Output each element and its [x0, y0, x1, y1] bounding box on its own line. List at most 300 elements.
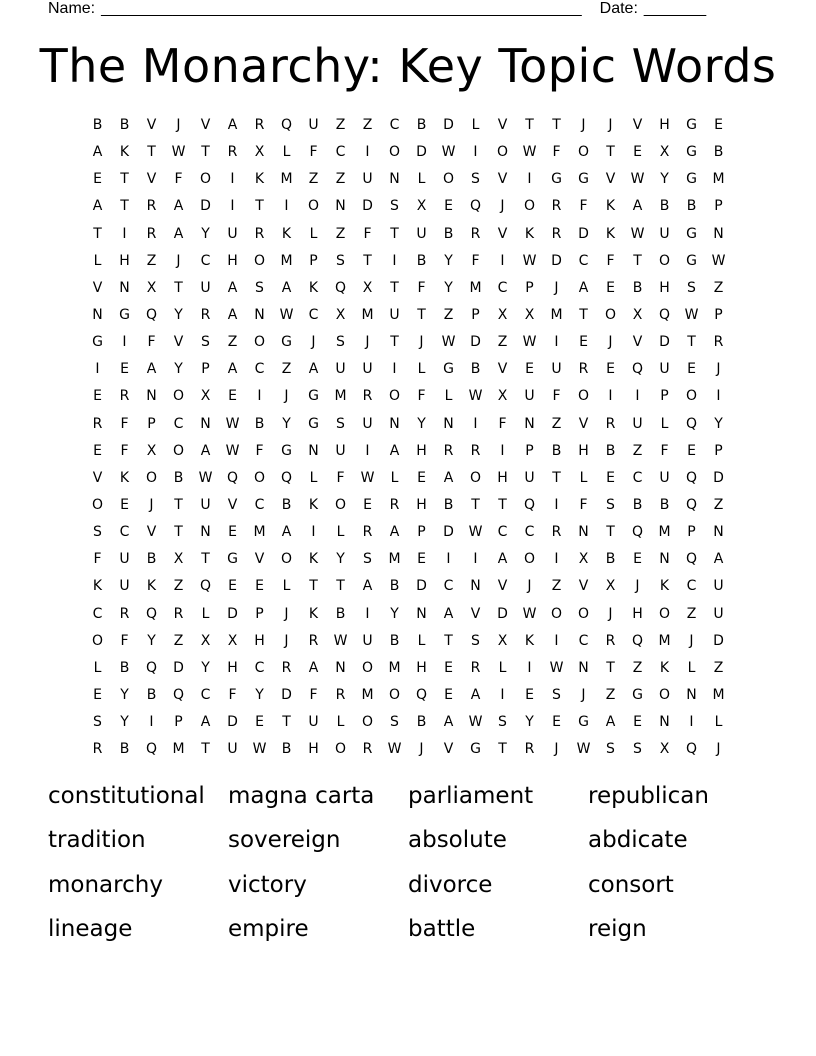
grid-letter: W [549, 659, 564, 676]
grid-letter: O [469, 469, 482, 486]
grid-letter: T [606, 144, 615, 161]
grid-letter: Z [281, 361, 292, 378]
grid-letter: I [473, 551, 478, 568]
grid-letter: A [389, 524, 400, 541]
grid-letter: T [390, 279, 399, 296]
grid-letter: Q [685, 415, 698, 432]
grid-letter: P [525, 442, 534, 459]
grid-letter: Q [415, 686, 428, 703]
grid-letter: A [92, 198, 103, 215]
grid-letter: J [311, 334, 316, 351]
grid-letter: B [416, 252, 427, 269]
grid-letter: Y [336, 551, 345, 568]
grid-letter: O [523, 198, 536, 215]
grid-letter: K [119, 469, 130, 486]
grid-letter: T [147, 144, 156, 161]
grid-letter: K [254, 171, 265, 188]
grid-letter: X [200, 388, 211, 405]
grid-letter: R [605, 415, 616, 432]
grid-letter: Q [145, 306, 158, 323]
grid-letter: G [470, 741, 481, 758]
grid-letter: U [362, 171, 373, 188]
grid-letter: A [362, 578, 373, 595]
grid-letter: Q [145, 659, 158, 676]
grid-letter: O [658, 252, 671, 269]
grid-letter: G [551, 171, 562, 188]
word-bank-item: consort [588, 871, 674, 898]
grid-letter: P [201, 361, 210, 378]
word-bank-item: empire [228, 916, 309, 943]
grid-letter: O [334, 496, 347, 513]
grid-letter: R [200, 306, 211, 323]
grid-letter: F [552, 388, 561, 405]
grid-letter: X [497, 632, 508, 649]
grid-letter: T [390, 334, 399, 351]
grid-letter: R [551, 225, 562, 242]
grid-letter: I [95, 361, 100, 378]
grid-letter: U [119, 551, 130, 568]
grid-letter: N [659, 551, 670, 568]
grid-letter: R [146, 198, 157, 215]
grid-letter: K [659, 659, 670, 676]
grid-letter: E [579, 334, 588, 351]
grid-letter: U [362, 415, 373, 432]
grid-letter: M [550, 306, 563, 323]
grid-letter: I [446, 551, 451, 568]
grid-letter: J [500, 198, 505, 215]
grid-letter: A [281, 524, 292, 541]
grid-letter: R [362, 741, 373, 758]
grid-letter: R [173, 605, 184, 622]
grid-letter: O [280, 551, 293, 568]
grid-letter: U [713, 605, 724, 622]
grid-letter: R [119, 388, 130, 405]
grid-letter: Q [685, 496, 698, 513]
grid-letter: D [227, 605, 238, 622]
grid-letter: R [92, 741, 103, 758]
grid-letter: H [659, 279, 670, 296]
grid-letter: W [630, 225, 645, 242]
grid-letter: W [468, 524, 483, 541]
grid-letter: D [497, 605, 508, 622]
grid-letter: D [659, 334, 670, 351]
grid-letter: Z [497, 334, 508, 351]
grid-letter: E [255, 578, 264, 595]
grid-letter: S [498, 714, 507, 731]
grid-letter: G [443, 361, 454, 378]
grid-letter: P [147, 415, 156, 432]
grid-letter: E [606, 361, 615, 378]
grid-letter: O [658, 605, 671, 622]
grid-letter: O [523, 551, 536, 568]
grid-letter: I [716, 388, 721, 405]
grid-letter: A [713, 551, 724, 568]
grid-letter: S [336, 334, 345, 351]
grid-letter: U [227, 225, 238, 242]
grid-letter: Y [444, 279, 453, 296]
grid-letter: B [119, 741, 130, 758]
grid-letter: H [227, 659, 238, 676]
grid-letter: T [687, 334, 696, 351]
grid-letter: D [470, 334, 481, 351]
grid-letter: L [93, 252, 102, 269]
grid-letter: S [336, 415, 345, 432]
grid-letter: N [119, 279, 130, 296]
grid-letter: O [550, 605, 563, 622]
grid-letter: S [93, 524, 102, 541]
grid-letter: R [227, 144, 238, 161]
grid-letter: N [470, 578, 481, 595]
grid-letter: E [228, 578, 237, 595]
grid-letter: V [497, 361, 508, 378]
grid-letter: I [311, 524, 316, 541]
grid-letter: X [254, 144, 265, 161]
grid-letter: L [282, 144, 291, 161]
grid-letter: U [308, 714, 319, 731]
grid-letter: P [714, 198, 723, 215]
grid-letter: I [230, 198, 235, 215]
grid-letter: Y [714, 415, 723, 432]
grid-letter: C [632, 469, 643, 486]
grid-letter: I [122, 225, 127, 242]
grid-letter: Q [145, 741, 158, 758]
grid-letter: O [442, 171, 455, 188]
grid-letter: E [633, 714, 642, 731]
grid-letter: W [522, 144, 537, 161]
grid-letter: K [524, 225, 535, 242]
grid-letter: C [119, 524, 130, 541]
grid-letter: B [659, 198, 670, 215]
grid-letter: J [419, 334, 424, 351]
grid-letter: I [122, 334, 127, 351]
grid-letter: E [444, 659, 453, 676]
grid-letter: G [308, 415, 319, 432]
grid-letter: R [605, 632, 616, 649]
grid-letter: W [279, 306, 294, 323]
grid-letter: F [471, 252, 480, 269]
grid-letter: T [120, 198, 129, 215]
grid-letter: Z [632, 659, 643, 676]
grid-letter: K [119, 144, 130, 161]
grid-letter: J [149, 496, 154, 513]
grid-letter: B [443, 496, 454, 513]
grid-letter: A [173, 198, 184, 215]
grid-letter: F [336, 469, 345, 486]
grid-letter: T [120, 171, 129, 188]
grid-letter: O [253, 469, 266, 486]
grid-letter: N [416, 605, 427, 622]
grid-letter: Z [713, 659, 724, 676]
grid-letter: P [255, 605, 264, 622]
grid-letter: M [388, 659, 401, 676]
grid-letter: C [497, 279, 508, 296]
grid-letter: C [443, 578, 454, 595]
grid-letter: X [632, 306, 643, 323]
grid-letter: K [281, 225, 292, 242]
grid-letter: E [417, 469, 426, 486]
grid-letter: T [525, 117, 534, 133]
grid-letter: R [362, 388, 373, 405]
grid-letter: J [608, 334, 613, 351]
grid-letter: T [606, 659, 615, 676]
grid-letter: R [146, 225, 157, 242]
grid-letter: Z [308, 171, 319, 188]
grid-letter: A [632, 198, 643, 215]
grid-letter: Z [551, 578, 562, 595]
grid-letter: Y [390, 605, 399, 622]
grid-letter: G [281, 442, 292, 459]
grid-letter: Y [525, 714, 534, 731]
grid-letter: E [633, 551, 642, 568]
grid-letter: Q [280, 469, 293, 486]
grid-letter: A [227, 361, 238, 378]
grid-letter: L [282, 578, 291, 595]
grid-letter: B [470, 361, 481, 378]
grid-letter: T [363, 252, 372, 269]
grid-letter: L [93, 659, 102, 676]
grid-letter: C [92, 605, 103, 622]
grid-letter: L [444, 388, 453, 405]
word-bank-item: victory [228, 871, 307, 898]
grid-letter: B [659, 496, 670, 513]
grid-letter: H [416, 659, 427, 676]
word-bank-item: sovereign [228, 827, 341, 854]
grid-letter: H [659, 117, 670, 133]
page-title: The Monarchy: Key Topic Words [39, 39, 777, 93]
grid-letter: G [578, 171, 589, 188]
grid-letter: Q [226, 469, 239, 486]
grid-letter: E [444, 198, 453, 215]
grid-letter: I [365, 144, 370, 161]
grid-letter: I [554, 334, 559, 351]
letter-grid [84, 112, 732, 763]
grid-letter: J [527, 578, 532, 595]
grid-letter: E [444, 686, 453, 703]
grid-letter: L [687, 659, 696, 676]
grid-letter: E [93, 442, 102, 459]
grid-letter: O [658, 686, 671, 703]
grid-letter: Z [173, 578, 184, 595]
grid-letter: V [497, 171, 508, 188]
grid-letter: A [227, 306, 238, 323]
grid-letter: H [578, 442, 589, 459]
grid-letter: C [686, 578, 697, 595]
grid-letter: C [524, 524, 535, 541]
grid-letter: L [471, 117, 480, 133]
grid-letter: V [632, 334, 643, 351]
grid-letter: R [254, 117, 265, 133]
grid-letter: F [255, 442, 264, 459]
grid-letter: J [284, 605, 289, 622]
grid-letter: L [714, 714, 723, 731]
grid-letter: Q [280, 117, 293, 133]
grid-letter: R [713, 334, 724, 351]
grid-letter: M [253, 524, 266, 541]
grid-letter: V [173, 334, 184, 351]
grid-letter: Z [713, 279, 724, 296]
grid-letter: J [176, 252, 181, 269]
grid-letter: L [336, 524, 345, 541]
grid-letter: F [417, 388, 426, 405]
grid-letter: F [228, 686, 237, 703]
grid-letter: S [552, 686, 561, 703]
grid-letter: U [659, 225, 670, 242]
grid-letter: L [660, 415, 669, 432]
grid-letter: B [254, 415, 265, 432]
grid-letter: J [689, 632, 694, 649]
grid-letter: B [335, 605, 346, 622]
grid-letter: T [498, 741, 507, 758]
grid-letter: J [284, 632, 289, 649]
grid-letter: P [309, 252, 318, 269]
grid-letter: A [200, 442, 211, 459]
grid-letter: B [416, 117, 427, 133]
grid-letter: L [336, 714, 345, 731]
grid-letter: W [252, 741, 267, 758]
grid-letter: Z [551, 415, 562, 432]
grid-letter: M [280, 252, 293, 269]
grid-letter: T [309, 578, 318, 595]
grid-letter: Z [227, 334, 238, 351]
grid-letter: L [309, 469, 318, 486]
grid-letter: J [581, 686, 586, 703]
grid-letter: H [254, 632, 265, 649]
grid-letter: U [524, 469, 535, 486]
grid-letter: K [92, 578, 103, 595]
grid-letter: O [253, 252, 266, 269]
grid-letter: F [498, 415, 507, 432]
word-bank-item: parliament [408, 783, 534, 809]
grid-letter: W [522, 252, 537, 269]
grid-letter: U [119, 578, 130, 595]
grid-letter: X [497, 388, 508, 405]
grid-letter: W [198, 469, 213, 486]
grid-letter: T [174, 279, 183, 296]
grid-letter: G [686, 225, 697, 242]
grid-letter: N [92, 306, 103, 323]
grid-letter: N [578, 524, 589, 541]
grid-letter: Q [172, 686, 185, 703]
grid-letter: N [713, 524, 724, 541]
grid-letter: Z [146, 252, 157, 269]
grid-letter: M [469, 279, 482, 296]
grid-letter: O [334, 741, 347, 758]
grid-letter: B [686, 198, 697, 215]
grid-letter: J [284, 388, 289, 405]
grid-letter: T [417, 306, 426, 323]
grid-letter: C [497, 524, 508, 541]
grid-letter: I [527, 659, 532, 676]
grid-letter: H [416, 496, 427, 513]
grid-letter: L [309, 225, 318, 242]
grid-letter: Z [173, 632, 184, 649]
grid-letter: J [635, 578, 640, 595]
grid-letter: J [716, 361, 721, 378]
grid-letter: Q [685, 551, 698, 568]
grid-letter: O [388, 144, 401, 161]
grid-letter: F [660, 442, 669, 459]
grid-letter: I [554, 551, 559, 568]
grid-letter: Y [282, 415, 291, 432]
word-bank-item: tradition [48, 827, 146, 854]
grid-letter: N [254, 306, 265, 323]
grid-letter: X [578, 551, 589, 568]
grid-letter: E [606, 469, 615, 486]
grid-letter: Y [255, 686, 264, 703]
grid-letter: U [659, 361, 670, 378]
grid-letter: D [578, 225, 589, 242]
grid-letter: A [389, 442, 400, 459]
grid-letter: F [606, 252, 615, 269]
grid-letter: Y [174, 306, 183, 323]
grid-letter: D [443, 117, 454, 133]
grid-letter: U [335, 442, 346, 459]
grid-letter: P [660, 388, 669, 405]
grid-letter: G [308, 388, 319, 405]
grid-letter: P [174, 714, 183, 731]
grid-letter: V [92, 279, 103, 296]
grid-letter: P [714, 442, 723, 459]
grid-letter: M [658, 632, 671, 649]
grid-letter: T [606, 524, 615, 541]
grid-letter: A [308, 659, 319, 676]
grid-letter: M [361, 306, 374, 323]
grid-letter: B [605, 551, 616, 568]
grid-letter: K [605, 198, 616, 215]
grid-letter: N [578, 659, 589, 676]
grid-letter: R [281, 659, 292, 676]
grid-letter: L [417, 171, 426, 188]
grid-letter: B [173, 469, 184, 486]
grid-letter: X [659, 741, 670, 758]
grid-letter: A [92, 144, 103, 161]
grid-letter: Y [147, 632, 156, 649]
grid-letter: G [686, 117, 697, 133]
grid-letter: D [443, 524, 454, 541]
grid-letter: J [608, 605, 613, 622]
grid-letter: I [500, 252, 505, 269]
grid-letter: E [552, 714, 561, 731]
grid-letter: R [470, 442, 481, 459]
grid-letter: V [578, 415, 589, 432]
grid-letter: Y [201, 659, 210, 676]
grid-letter: W [468, 714, 483, 731]
grid-letter: F [147, 334, 156, 351]
grid-letter: N [308, 442, 319, 459]
grid-letter: O [91, 496, 104, 513]
grid-letter: M [361, 686, 374, 703]
grid-letter: L [417, 361, 426, 378]
grid-letter: R [443, 442, 454, 459]
grid-letter: U [335, 361, 346, 378]
grid-letter: H [119, 252, 130, 269]
grid-letter: P [417, 524, 426, 541]
word-bank-item: reign [588, 916, 647, 943]
grid-letter: N [686, 686, 697, 703]
grid-letter: W [225, 415, 240, 432]
grid-letter: M [712, 686, 725, 703]
grid-letter: O [388, 388, 401, 405]
grid-letter: G [281, 334, 292, 351]
grid-letter: I [473, 144, 478, 161]
grid-letter: F [579, 496, 588, 513]
grid-letter: I [689, 714, 694, 731]
grid-letter: C [254, 361, 265, 378]
grid-letter: X [605, 578, 616, 595]
grid-letter: I [284, 198, 289, 215]
grid-letter: O [145, 469, 158, 486]
grid-letter: Q [631, 524, 644, 541]
